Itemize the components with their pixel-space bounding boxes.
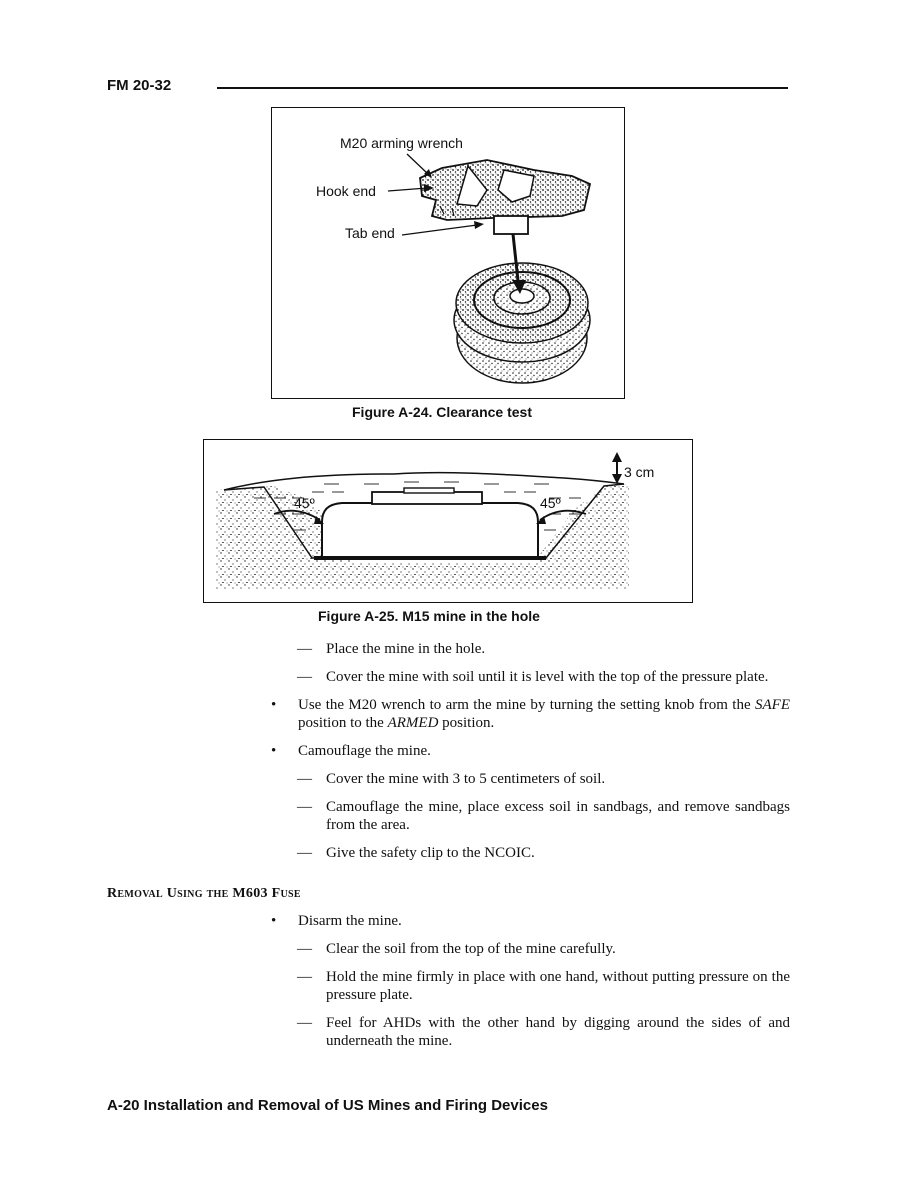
removal-list	[270, 912, 790, 1050]
dash-marker: —	[297, 799, 312, 815]
list-item: — Clear the soil from the top of the mine carefully.	[297, 941, 616, 957]
figure-mine-in-hole	[203, 439, 693, 603]
running-header: FM 20-32	[107, 77, 172, 94]
mine-in-hole-illustration	[204, 440, 692, 602]
dash-marker: —	[297, 941, 312, 957]
arming-wrench	[420, 160, 590, 234]
section-heading: Removal Using the M603 Fuse	[107, 886, 301, 901]
label-hook-end: Hook end	[316, 183, 376, 199]
dash-marker: —	[297, 969, 312, 985]
bullet-marker: •	[271, 697, 277, 713]
clearance-test-illustration	[272, 108, 624, 398]
figure-clearance-test	[271, 107, 625, 399]
label-depth: 3 cm	[624, 464, 655, 480]
dash-marker: —	[297, 771, 312, 787]
list-item: — Give the safety clip to the NCOIC.	[297, 845, 535, 861]
list-item: — Camouflage the mine, place excess soil in sandbags, and remove sandbags from the area.	[297, 799, 790, 833]
list-item: — Cover the mine with 3 to 5 centimeters of soil.	[297, 771, 606, 787]
bullet-marker: •	[271, 913, 277, 929]
list-item: • Camouflage the mine.	[271, 743, 431, 759]
label-angle-right: 45º	[540, 495, 561, 511]
dash-marker: —	[297, 1015, 312, 1031]
dash-marker: —	[297, 845, 312, 861]
label-angle-left: 45º	[294, 495, 315, 511]
page-footer: A-20 Installation and Removal of US Mines and Firing Devices	[107, 1097, 548, 1114]
instruction-list	[270, 640, 790, 862]
list-item: — Place the mine in the hole.	[297, 641, 486, 657]
list-item: — Feel for AHDs with the other hand by digging around the sides of and underneath the mine.	[297, 1015, 790, 1049]
label-arming-wrench: M20 arming wrench	[340, 135, 463, 151]
dash-marker: —	[297, 669, 312, 685]
list-item: — Hold the mine firmly in place with one hand, without putting pressure on the pressure plate.	[297, 969, 790, 1003]
list-item: — Cover the mine with soil until it is level with the top of the pressure plate.	[297, 669, 769, 685]
list-item: • Use the M20 wrench to arm the mine by turning the setting knob from the SAFE position to the ARMED position.	[271, 697, 790, 731]
label-tab-end: Tab end	[345, 225, 395, 241]
list-item: • Disarm the mine.	[271, 913, 402, 929]
figure-caption: Figure A-25. M15 mine in the hole	[318, 608, 540, 624]
header-rule	[217, 87, 788, 89]
dash-marker: —	[297, 641, 312, 657]
bullet-marker: •	[271, 743, 277, 759]
m15-mine	[314, 488, 546, 560]
figure-caption: Figure A-24. Clearance test	[352, 404, 532, 420]
